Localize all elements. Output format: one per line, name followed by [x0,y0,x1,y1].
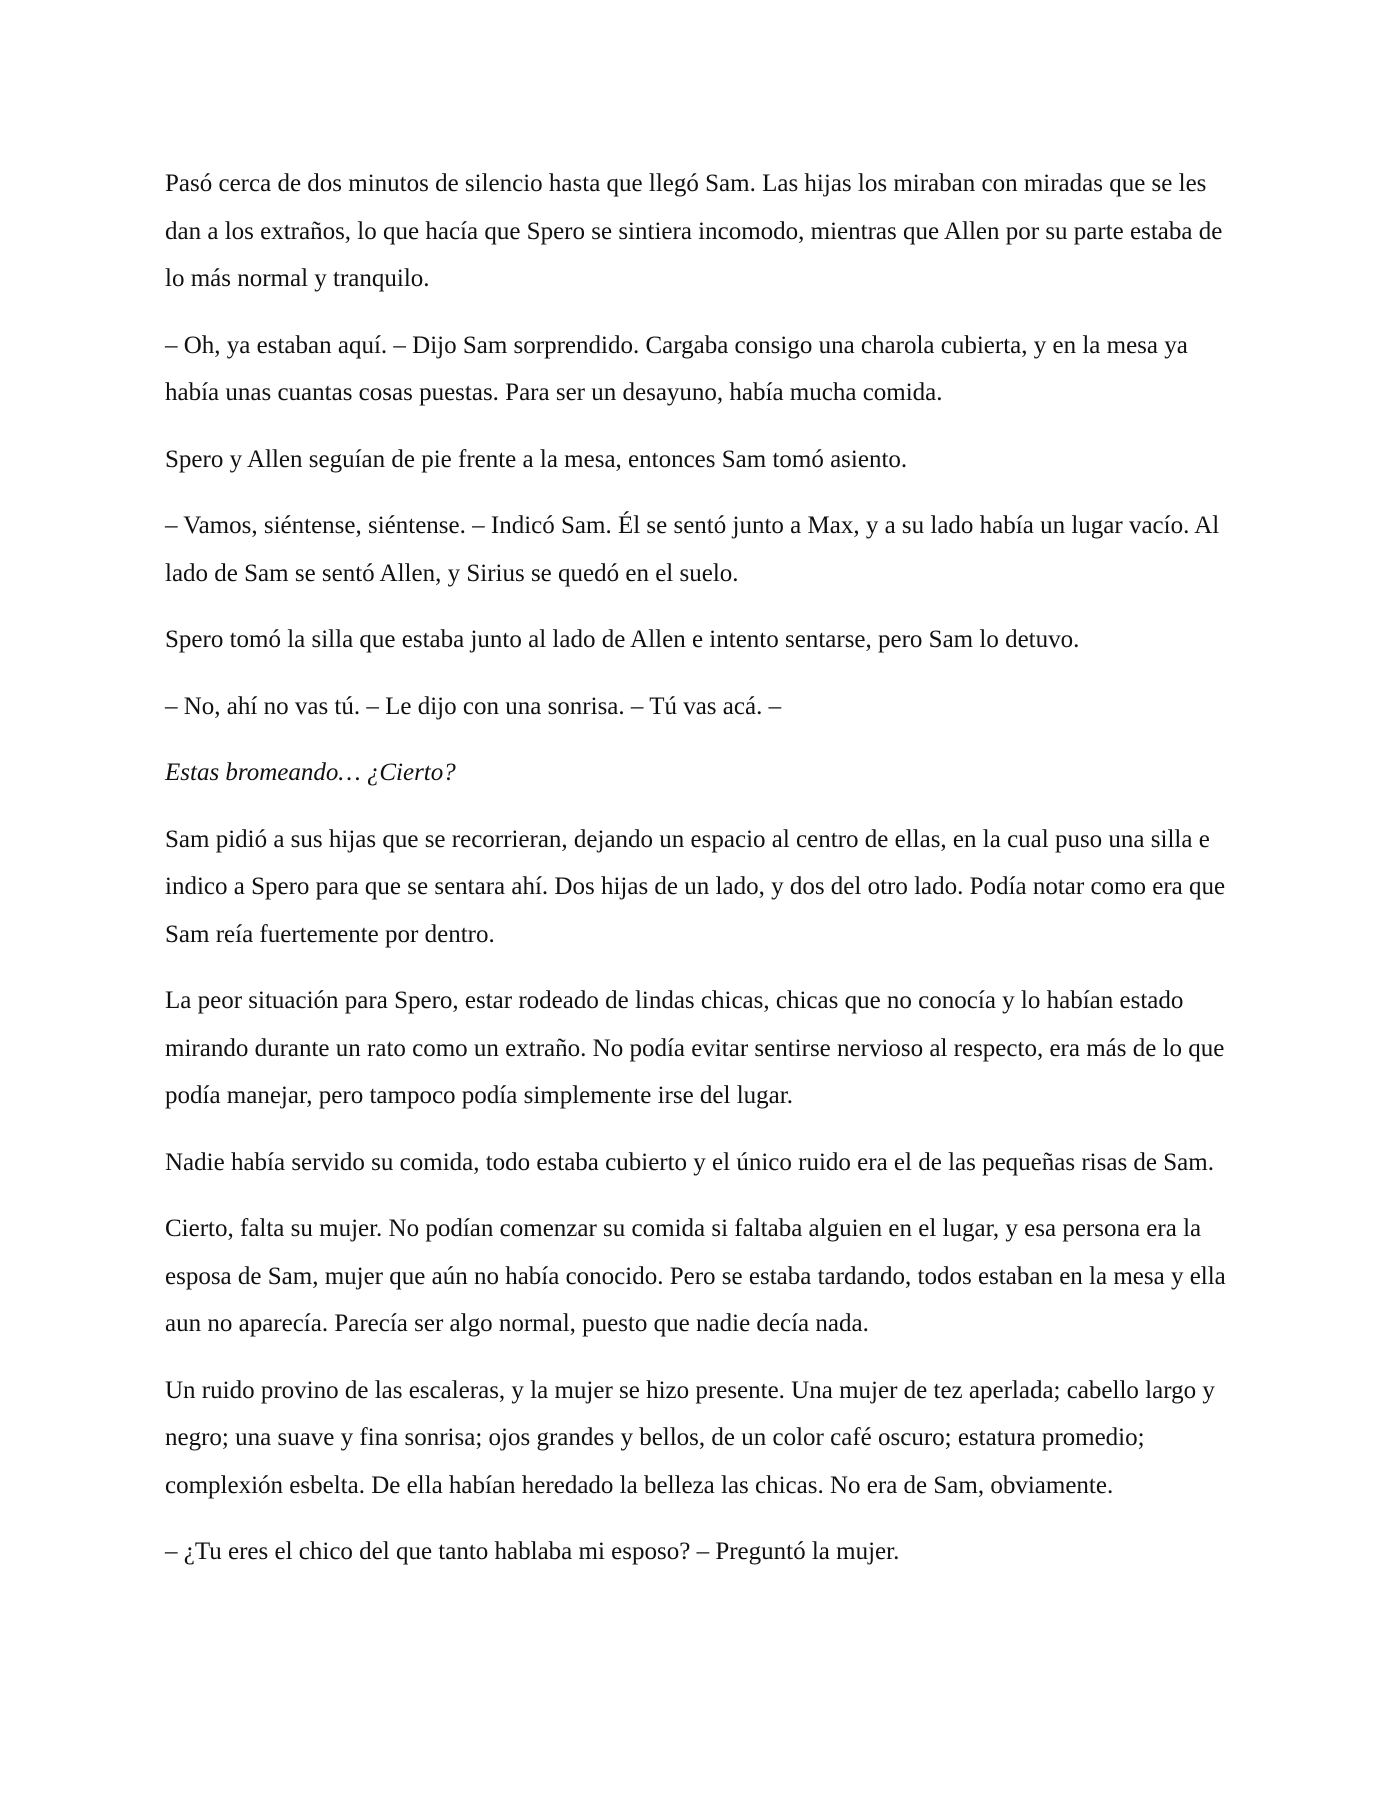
paragraph-4: – Vamos, siéntense, siéntense. – Indicó Sam. Él se sentó junto a Max, y a su lado había un lugar vacío. Al lado de Sam se sentó Allen, y Sirius se quedó en el suelo. [165,512,1220,587]
paragraph-5: Spero tomó la silla que estaba junto al lado de Allen e intento sentarse, pero Sam lo detuvo. [165,626,1080,653]
paragraph-8: Sam pidió a sus hijas que se recorrieran, dejando un espacio al centro de ellas, en la cual puso una silla e indico a Spero para que se sentara ahí. Dos hijas de un lado, y dos del otro lado. Podía notar como era que Sam reía fuertemente por dentro. [165,825,1226,948]
document-body [165,160,1240,1595]
paragraph-11: Cierto, falta su mujer. No podían comenzar su comida si faltaba alguien en el lugar, y esa persona era la esposa de Sam, mujer que aún no había conocido. Pero se estaba tardando, todos estaban en la mesa y ella aun no aparecía. Parecía ser algo normal, puesto que nadie decía nada. [165,1215,1226,1337]
paragraph-1: Pasó cerca de dos minutos de silencio hasta que llegó Sam. Las hijas los miraban con miradas que se les dan a los extraños, lo que hacía que Spero se sintiera incomodo, mientras que Allen por su parte estaba de lo más normal y tranquilo. [165,170,1223,292]
paragraph-2: – Oh, ya estaban aquí. – Dijo Sam sorprendido. Cargaba consigo una charola cubierta, y en la mesa ya había unas cuantas cosas puestas. Para ser un desayuno, había mucha comida. [165,331,1188,406]
paragraph-13: – ¿Tu eres el chico del que tanto hablaba mi esposo? – Preguntó la mujer. [165,1538,900,1565]
paragraph-9: La peor situación para Spero, estar rodeado de lindas chicas, chicas que no conocía y lo habían estado mirando durante un rato como un extraño. No podía evitar sentirse nervioso al respecto, era más de lo que podía manejar, pero tampoco podía simplemente irse del lugar. [165,987,1225,1109]
paragraph-7-italic-thought: Estas bromeando… ¿Cierto? [165,759,456,786]
paragraph-12: Un ruido provino de las escaleras, y la mujer se hizo presente. Una mujer de tez aperlada; cabello largo y negro; una suave y fina sonrisa; ojos grandes y bellos, de un color café oscuro; estatura promedio; complexión esbelta. De ella habían heredado la belleza las chicas. No era de Sam, obviamente. [165,1376,1215,1499]
paragraph-10: Nadie había servido su comida, todo estaba cubierto y el único ruido era el de las pequeñas risas de Sam. [165,1148,1214,1176]
paragraph-6: – No, ahí no vas tú. – Le dijo con una sonrisa. – Tú vas acá. – [165,692,782,720]
paragraph-3: Spero y Allen seguían de pie frente a la mesa, entonces Sam tomó asiento. [165,445,908,473]
